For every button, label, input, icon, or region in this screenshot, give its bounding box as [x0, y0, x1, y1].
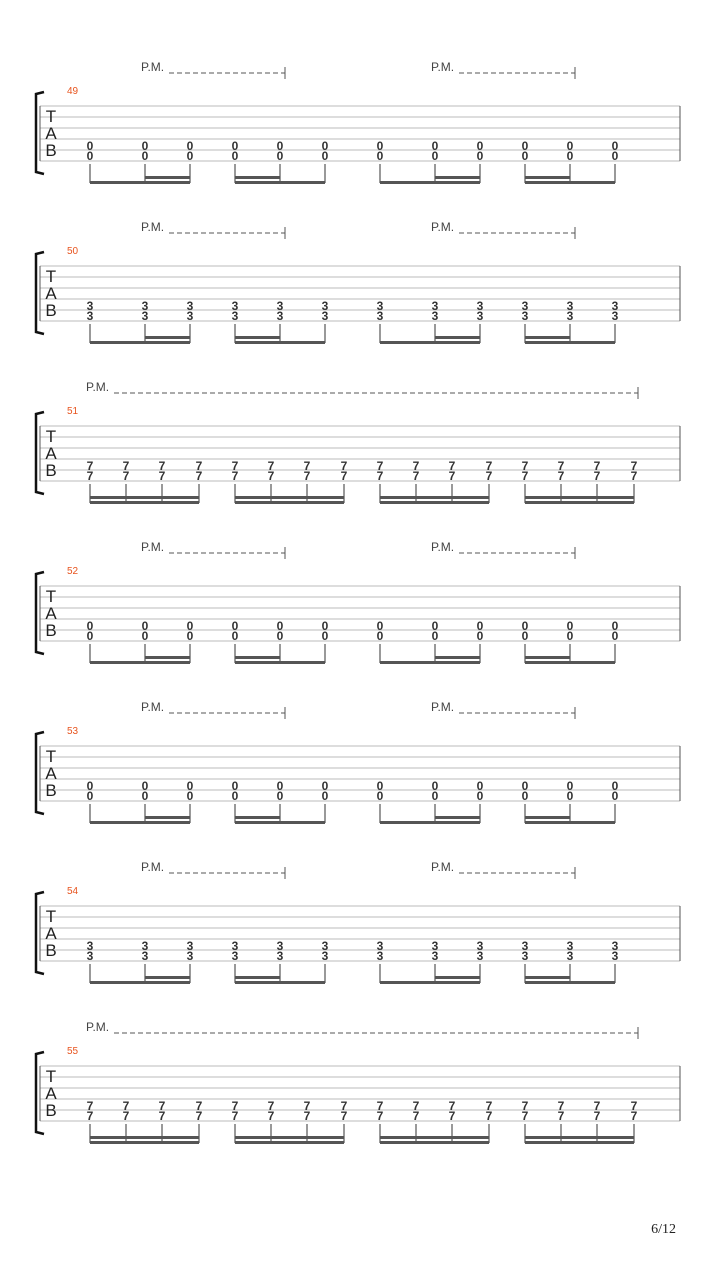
fret-number: 0 — [186, 779, 194, 793]
fret-number: 3 — [566, 309, 574, 323]
fret-number: 7 — [267, 1099, 275, 1113]
fret-number: 3 — [431, 949, 439, 963]
fret-number: 3 — [186, 949, 194, 963]
fret-number: 7 — [521, 459, 529, 473]
beam — [90, 1141, 199, 1144]
fret-number: 0 — [321, 139, 329, 153]
fret-number: 0 — [431, 779, 439, 793]
secondary-beam — [525, 976, 570, 979]
fret-number: 0 — [186, 629, 194, 643]
fret-number: 3 — [276, 949, 284, 963]
fret-number: 7 — [122, 1099, 130, 1113]
tab-system — [36, 220, 680, 344]
fret-number: 0 — [566, 149, 574, 163]
fret-number: 7 — [195, 459, 203, 473]
beam — [235, 821, 325, 824]
secondary-beam — [235, 656, 280, 659]
palm-mute-label: P.M. — [86, 380, 110, 394]
fret-number: 3 — [141, 299, 149, 313]
secondary-beam — [525, 1136, 634, 1139]
fret-number: 3 — [376, 949, 384, 963]
secondary-beam — [435, 976, 480, 979]
fret-number: 3 — [231, 299, 239, 313]
tab-clef-letter: A — [45, 284, 57, 303]
fret-number: 3 — [431, 299, 439, 313]
fret-number: 0 — [86, 789, 94, 803]
fret-number: 0 — [321, 779, 329, 793]
fret-number: 7 — [158, 459, 166, 473]
secondary-beam — [235, 496, 344, 499]
fret-number: 0 — [431, 629, 439, 643]
tab-clef-letter: T — [45, 1067, 57, 1086]
fret-number: 0 — [566, 139, 574, 153]
tab-clef-letter: B — [45, 301, 57, 320]
fret-number: 3 — [276, 309, 284, 323]
fret-number: 7 — [195, 1099, 203, 1113]
fret-number: 0 — [431, 789, 439, 803]
fret-number: 7 — [158, 1109, 166, 1123]
fret-number: 7 — [412, 1099, 420, 1113]
tab-clef-letter: B — [45, 461, 57, 480]
fret-number: 0 — [476, 789, 484, 803]
measure-number: 51 — [67, 406, 79, 417]
fret-number: 0 — [321, 789, 329, 803]
fret-number: 7 — [340, 1099, 348, 1113]
measure-number: 50 — [67, 246, 79, 257]
beam — [380, 981, 480, 984]
fret-number: 0 — [376, 149, 384, 163]
fret-number: 7 — [122, 1109, 130, 1123]
fret-number: 7 — [448, 459, 456, 473]
fret-number: 0 — [611, 149, 619, 163]
fret-number: 0 — [231, 779, 239, 793]
fret-number: 7 — [376, 1099, 384, 1113]
fret-number: 7 — [231, 1109, 239, 1123]
fret-number: 0 — [86, 619, 94, 633]
beam — [525, 501, 634, 504]
fret-number: 7 — [521, 1109, 529, 1123]
fret-number: 3 — [376, 309, 384, 323]
tab-system — [36, 700, 680, 824]
secondary-beam — [235, 1136, 344, 1139]
beam — [235, 981, 325, 984]
fret-number: 3 — [186, 309, 194, 323]
fret-number: 7 — [376, 1109, 384, 1123]
fret-number: 3 — [431, 309, 439, 323]
fret-number: 0 — [86, 779, 94, 793]
fret-number: 0 — [566, 789, 574, 803]
fret-number: 0 — [566, 619, 574, 633]
fret-number: 3 — [186, 939, 194, 953]
fret-number: 7 — [630, 469, 638, 483]
fret-number: 7 — [557, 1109, 565, 1123]
measure-number: 54 — [67, 886, 79, 897]
fret-number: 7 — [340, 459, 348, 473]
secondary-beam — [235, 976, 280, 979]
fret-number: 0 — [86, 629, 94, 643]
secondary-beam — [525, 176, 570, 179]
fret-number: 0 — [521, 619, 529, 633]
fret-number: 7 — [521, 1099, 529, 1113]
fret-number: 7 — [303, 459, 311, 473]
fret-number: 0 — [276, 619, 284, 633]
palm-mute-label: P.M. — [431, 60, 455, 74]
fret-number: 3 — [611, 299, 619, 313]
fret-number: 7 — [122, 459, 130, 473]
fret-number: 7 — [340, 469, 348, 483]
secondary-beam — [90, 1136, 199, 1139]
fret-number: 3 — [521, 949, 529, 963]
fret-number: 0 — [231, 789, 239, 803]
tab-clef-letter: B — [45, 941, 57, 960]
fret-number: 0 — [611, 619, 619, 633]
fret-number: 3 — [141, 309, 149, 323]
secondary-beam — [435, 176, 480, 179]
tab-clef-letter: T — [45, 587, 57, 606]
tab-system — [36, 540, 680, 664]
fret-number: 7 — [485, 469, 493, 483]
secondary-beam — [235, 336, 280, 339]
secondary-beam — [145, 816, 190, 819]
fret-number: 0 — [231, 149, 239, 163]
tab-clef-letter: A — [45, 924, 57, 943]
fret-number: 7 — [376, 459, 384, 473]
secondary-beam — [90, 496, 199, 499]
secondary-beam — [145, 176, 190, 179]
measure-number: 53 — [67, 726, 79, 737]
fret-number: 0 — [431, 139, 439, 153]
fret-number: 3 — [86, 949, 94, 963]
fret-number: 3 — [231, 309, 239, 323]
beam — [380, 501, 489, 504]
secondary-beam — [235, 816, 280, 819]
fret-number: 0 — [376, 779, 384, 793]
secondary-beam — [525, 496, 634, 499]
fret-number: 0 — [521, 139, 529, 153]
beam — [380, 181, 480, 184]
fret-number: 3 — [86, 939, 94, 953]
palm-mute-label: P.M. — [431, 220, 455, 234]
secondary-beam — [525, 656, 570, 659]
fret-number: 3 — [231, 939, 239, 953]
fret-number: 0 — [476, 139, 484, 153]
beam — [525, 1141, 634, 1144]
fret-number: 0 — [611, 779, 619, 793]
fret-number: 3 — [476, 299, 484, 313]
fret-number: 7 — [303, 1109, 311, 1123]
secondary-beam — [435, 816, 480, 819]
fret-number: 7 — [557, 1099, 565, 1113]
fret-number: 7 — [231, 459, 239, 473]
fret-number: 3 — [376, 939, 384, 953]
beam — [235, 341, 325, 344]
fret-number: 7 — [448, 1109, 456, 1123]
tab-clef-letter: A — [45, 604, 57, 623]
fret-number: 3 — [321, 939, 329, 953]
beam — [525, 981, 615, 984]
fret-number: 7 — [303, 469, 311, 483]
palm-mute-label: P.M. — [431, 540, 455, 554]
measure-number: 49 — [67, 86, 79, 97]
beam — [380, 661, 480, 664]
fret-number: 0 — [86, 139, 94, 153]
fret-number: 3 — [566, 949, 574, 963]
fret-number: 0 — [231, 629, 239, 643]
fret-number: 3 — [321, 309, 329, 323]
fret-number: 7 — [593, 469, 601, 483]
fret-number: 3 — [276, 939, 284, 953]
fret-number: 3 — [141, 949, 149, 963]
fret-number: 7 — [630, 459, 638, 473]
fret-number: 0 — [186, 139, 194, 153]
tab-clef-letter: T — [45, 427, 57, 446]
beam — [235, 661, 325, 664]
secondary-beam — [235, 176, 280, 179]
palm-mute-label: P.M. — [141, 860, 165, 874]
fret-number: 3 — [321, 299, 329, 313]
fret-number: 3 — [321, 949, 329, 963]
measure-number: 52 — [67, 566, 79, 577]
beam — [380, 821, 480, 824]
tab-clef-letter: T — [45, 107, 57, 126]
fret-number: 7 — [267, 459, 275, 473]
fret-number: 0 — [376, 629, 384, 643]
beam — [380, 341, 480, 344]
fret-number: 7 — [448, 469, 456, 483]
tab-system — [36, 380, 680, 504]
beam — [90, 341, 190, 344]
fret-number: 7 — [86, 459, 94, 473]
fret-number: 0 — [376, 619, 384, 633]
fret-number: 0 — [376, 139, 384, 153]
fret-number: 3 — [376, 299, 384, 313]
fret-number: 0 — [476, 629, 484, 643]
fret-number: 0 — [376, 789, 384, 803]
fret-number: 7 — [303, 1099, 311, 1113]
fret-number: 7 — [521, 469, 529, 483]
fret-number: 3 — [611, 939, 619, 953]
fret-number: 7 — [267, 1109, 275, 1123]
beam — [235, 1141, 344, 1144]
fret-number: 3 — [476, 949, 484, 963]
beam — [380, 1141, 489, 1144]
fret-number: 7 — [86, 1109, 94, 1123]
fret-number: 7 — [231, 469, 239, 483]
fret-number: 0 — [276, 139, 284, 153]
fret-number: 0 — [276, 779, 284, 793]
fret-number: 7 — [630, 1109, 638, 1123]
fret-number: 7 — [231, 1099, 239, 1113]
fret-number: 7 — [122, 469, 130, 483]
fret-number: 0 — [521, 789, 529, 803]
fret-number: 0 — [186, 619, 194, 633]
fret-number: 7 — [158, 1099, 166, 1113]
fret-number: 0 — [521, 149, 529, 163]
fret-number: 7 — [158, 469, 166, 483]
fret-number: 3 — [566, 299, 574, 313]
fret-number: 7 — [485, 459, 493, 473]
secondary-beam — [525, 816, 570, 819]
fret-number: 0 — [141, 629, 149, 643]
fret-number: 3 — [431, 939, 439, 953]
fret-number: 7 — [593, 1099, 601, 1113]
tab-system — [36, 1020, 680, 1144]
fret-number: 7 — [485, 1109, 493, 1123]
fret-number: 0 — [611, 789, 619, 803]
fret-number: 0 — [431, 619, 439, 633]
beam — [90, 661, 190, 664]
fret-number: 7 — [557, 469, 565, 483]
tab-clef-letter: T — [45, 267, 57, 286]
fret-number: 7 — [485, 1099, 493, 1113]
beam — [90, 821, 190, 824]
fret-number: 3 — [231, 949, 239, 963]
fret-number: 3 — [476, 939, 484, 953]
fret-number: 3 — [476, 309, 484, 323]
fret-number: 0 — [186, 789, 194, 803]
fret-number: 0 — [276, 789, 284, 803]
fret-number: 7 — [412, 469, 420, 483]
tab-clef-letter: A — [45, 1084, 57, 1103]
beam — [90, 181, 190, 184]
fret-number: 7 — [557, 459, 565, 473]
tab-clef-letter: B — [45, 781, 57, 800]
palm-mute-label: P.M. — [141, 220, 165, 234]
fret-number: 3 — [611, 309, 619, 323]
fret-number: 7 — [86, 469, 94, 483]
tab-clef-letter: A — [45, 124, 57, 143]
fret-number: 3 — [521, 939, 529, 953]
tab-clef-letter: B — [45, 621, 57, 640]
fret-number: 7 — [376, 469, 384, 483]
palm-mute-label: P.M. — [431, 700, 455, 714]
fret-number: 7 — [412, 459, 420, 473]
fret-number: 0 — [231, 139, 239, 153]
beam — [525, 821, 615, 824]
fret-number: 7 — [195, 469, 203, 483]
palm-mute-label: P.M. — [141, 60, 165, 74]
beam — [235, 181, 325, 184]
fret-number: 0 — [566, 629, 574, 643]
fret-number: 0 — [141, 149, 149, 163]
tab-system — [36, 860, 680, 984]
beam — [235, 501, 344, 504]
fret-number: 0 — [141, 789, 149, 803]
secondary-beam — [145, 656, 190, 659]
fret-number: 0 — [476, 779, 484, 793]
fret-number: 0 — [476, 619, 484, 633]
fret-number: 0 — [276, 629, 284, 643]
fret-number: 0 — [321, 149, 329, 163]
secondary-beam — [380, 1136, 489, 1139]
beam — [90, 981, 190, 984]
tab-clef-letter: B — [45, 1101, 57, 1120]
fret-number: 0 — [521, 629, 529, 643]
fret-number: 0 — [611, 139, 619, 153]
tab-system — [36, 60, 680, 184]
fret-number: 7 — [593, 459, 601, 473]
fret-number: 0 — [566, 779, 574, 793]
page-number: 6/12 — [651, 1222, 676, 1237]
measure-number: 55 — [67, 1046, 79, 1057]
palm-mute-label: P.M. — [141, 700, 165, 714]
fret-number: 7 — [195, 1109, 203, 1123]
fret-number: 3 — [86, 309, 94, 323]
fret-number: 3 — [521, 309, 529, 323]
fret-number: 3 — [276, 299, 284, 313]
fret-number: 0 — [231, 619, 239, 633]
beam — [525, 661, 615, 664]
beam — [525, 181, 615, 184]
secondary-beam — [380, 496, 489, 499]
fret-number: 3 — [566, 939, 574, 953]
fret-number: 7 — [267, 469, 275, 483]
secondary-beam — [435, 336, 480, 339]
fret-number: 7 — [412, 1109, 420, 1123]
beam — [90, 501, 199, 504]
fret-number: 0 — [141, 139, 149, 153]
fret-number: 0 — [611, 629, 619, 643]
palm-mute-label: P.M. — [431, 860, 455, 874]
tab-clef-letter: A — [45, 764, 57, 783]
fret-number: 0 — [141, 779, 149, 793]
fret-number: 3 — [611, 949, 619, 963]
fret-number: 3 — [86, 299, 94, 313]
fret-number: 0 — [321, 619, 329, 633]
fret-number: 0 — [431, 149, 439, 163]
fret-number: 0 — [186, 149, 194, 163]
fret-number: 3 — [141, 939, 149, 953]
palm-mute-label: P.M. — [86, 1020, 110, 1034]
secondary-beam — [525, 336, 570, 339]
fret-number: 3 — [186, 299, 194, 313]
fret-number: 0 — [86, 149, 94, 163]
fret-number: 7 — [593, 1109, 601, 1123]
tab-clef-letter: B — [45, 141, 57, 160]
secondary-beam — [435, 656, 480, 659]
fret-number: 7 — [340, 1109, 348, 1123]
fret-number: 7 — [448, 1099, 456, 1113]
tab-clef-letter: T — [45, 747, 57, 766]
fret-number: 0 — [476, 149, 484, 163]
fret-number: 0 — [276, 149, 284, 163]
fret-number: 3 — [521, 299, 529, 313]
secondary-beam — [145, 976, 190, 979]
tab-clef-letter: T — [45, 907, 57, 926]
palm-mute-label: P.M. — [141, 540, 165, 554]
fret-number: 0 — [321, 629, 329, 643]
fret-number: 7 — [86, 1099, 94, 1113]
fret-number: 0 — [521, 779, 529, 793]
secondary-beam — [145, 336, 190, 339]
fret-number: 0 — [141, 619, 149, 633]
tab-clef-letter: A — [45, 444, 57, 463]
beam — [525, 341, 615, 344]
fret-number: 7 — [630, 1099, 638, 1113]
